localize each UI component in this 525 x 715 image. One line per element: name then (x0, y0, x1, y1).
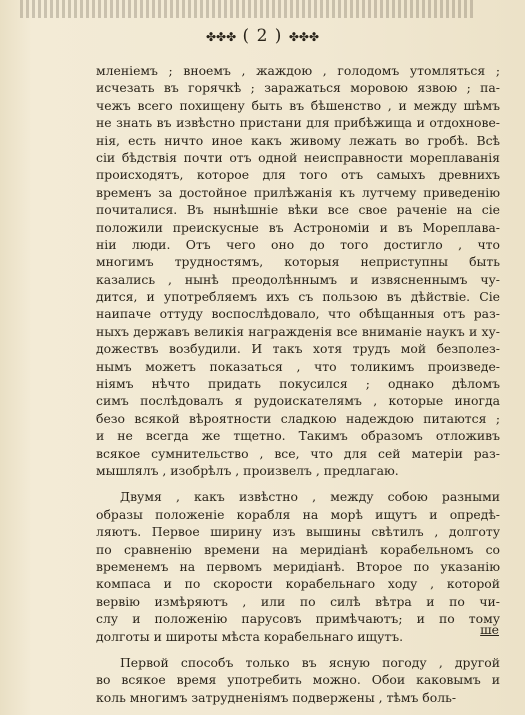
text-line: мленіемъ ; вноемъ , жаждою , голодомъ утомляться ; (96, 63, 500, 78)
text-line: Первой способъ только въ ясную погоду , другой (120, 654, 500, 670)
catchword: ше (480, 622, 499, 637)
text-line: ляютъ. Первое ширину изъ вышины свѣтилъ , долготу (96, 524, 500, 540)
left-ornament: ✤✤✤ (205, 29, 237, 44)
text-line: временемъ на первомъ меридіанѣ. Второе по указанію (96, 558, 500, 574)
paragraph (96, 62, 500, 479)
text-line: дится, и употребляемъ ихъ съ пользою въ дѣйствіе. Сіе (96, 289, 500, 305)
text-line: почиталися. Въ нынѣшніе вѣки все свое раченіе на сіе (96, 202, 500, 218)
paragraph (96, 654, 500, 706)
bleed-through-ornament (20, 0, 475, 18)
page-header (0, 26, 525, 46)
text-line: долготы и широты мѣста корабельнаго ищутъ. (96, 628, 404, 644)
text-line: мышлялъ , изобрѣлъ , произвелъ , предлагаю. (96, 462, 399, 478)
text-line: исчезать въ горячкѣ ; заражаться моровою язвою ; па- (96, 80, 500, 96)
text-line: дожествъ возбудили. И такъ хотя трудъ мой безполез- (96, 341, 500, 357)
text-line: наипаче оттуду воспослѣдовало, что обѣщанныя отъ раз- (96, 306, 500, 322)
text-line: Двумя , какъ извѣстно , между собою разными (120, 489, 500, 505)
text-line: нія, есть ничто иное какъ живому лежать во гробѣ. Всѣ (96, 132, 500, 148)
page-number: ( 2 ) (242, 26, 283, 46)
paragraph (96, 488, 500, 645)
paragraph-gap (96, 479, 500, 488)
text-line: коль многимъ затрудненіямъ подвержены , тѣмъ боль- (96, 689, 457, 705)
text-line: всякое сумнительство , все, что для сей матеріи раз- (96, 445, 500, 461)
text-line: чежъ всего похищену быть въ бѣшенство , и между шѣмъ (96, 97, 500, 113)
text-line: и не всегда же тщетно. Такимъ образомъ отложивъ (96, 428, 500, 444)
text-line: по сравненію времени на меридіанѣ корабельномъ со (96, 541, 500, 557)
text-line: вервію измѣряютъ , или по силѣ вѣтра и по чи- (96, 593, 500, 609)
text-line: не знать въ извѣстно пристани для прибѣжища и отдохнове- (96, 115, 500, 131)
text-line: слу и положенію парусовъ примѣчаютъ; и по тому (96, 611, 500, 627)
text-line: сіи бѣдствія почти отъ одной неисправности мореплаванія (96, 149, 500, 165)
text-line: компаса и по скорости корабельнаго ходу , которой (96, 576, 500, 592)
text-line: положили преискусные въ Астрономіи и въ Мореплава- (96, 219, 500, 235)
text-line: ныхъ державъ великія награжденія все вниманіе наукъ и ху- (96, 323, 500, 339)
text-line: происходятъ, которое для того отъ самыхъ древнихъ (96, 167, 500, 183)
text-line: казались , нынѣ преодолѣннымъ и извясненнымъ чу- (96, 271, 500, 287)
text-line: ніямъ нѣчто придать покусился ; однако дѣломъ (96, 376, 500, 392)
right-ornament: ✤✤✤ (288, 29, 320, 44)
text-line: временъ за достойное прилѣжанія къ лутчему приведенію (96, 184, 500, 200)
text-line: ніи люди. Отъ чего оно до того достигло , что (96, 236, 500, 252)
paragraph-gap (96, 645, 500, 654)
text-line: безо всякой вѣроятности сладкою надеждою питаются ; (96, 410, 500, 426)
text-line: образы положеніе корабля на морѣ ищутъ и опредѣ- (96, 506, 500, 522)
text-body (96, 62, 500, 706)
text-line: во всякое время употребить можно. Обои каковымъ и (96, 672, 500, 688)
text-line: многимъ трудностямъ, которыя неприступны быть (96, 254, 500, 270)
text-line: симъ послѣдовалъ я рудоискателямъ , которые иногда (96, 393, 500, 409)
text-line: нымъ можетъ показаться , что толикимъ произведе- (96, 358, 500, 374)
